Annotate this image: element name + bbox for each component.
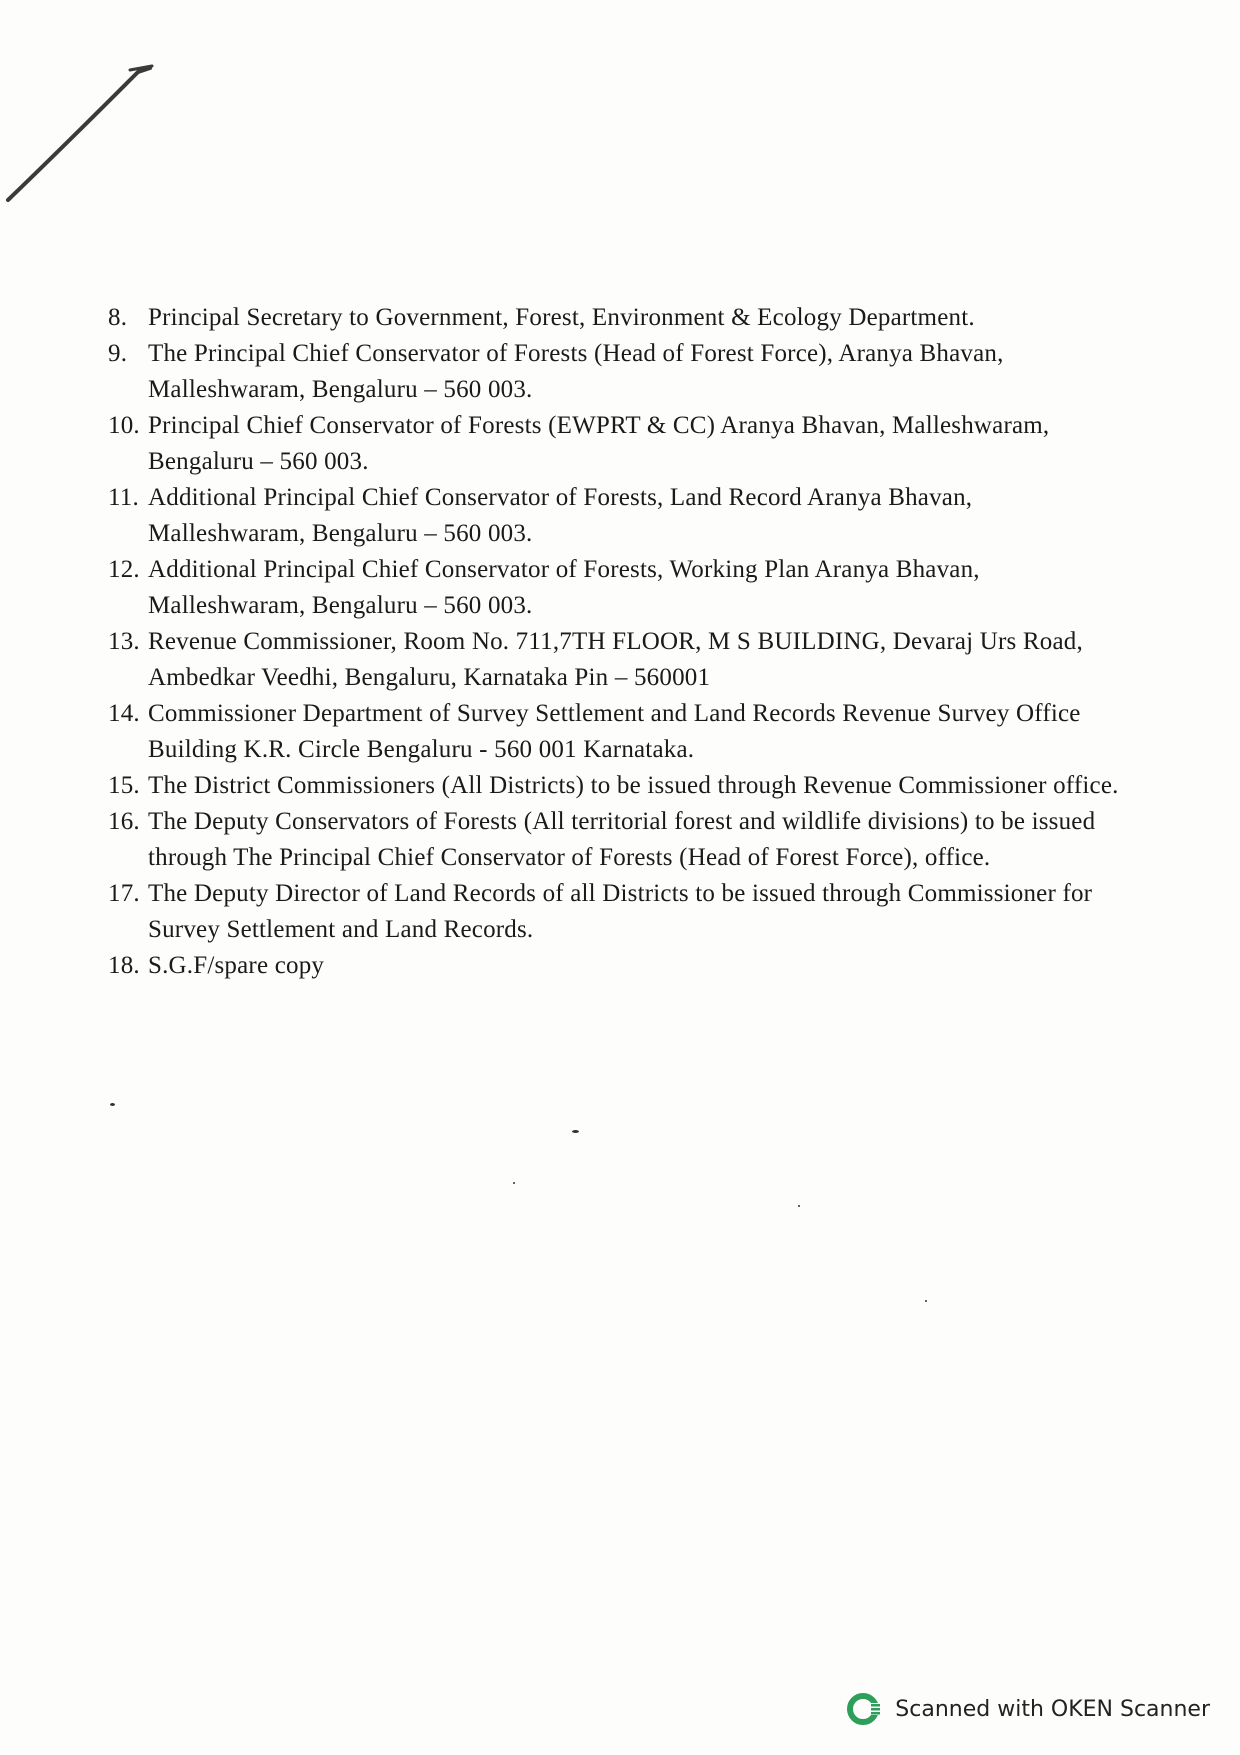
list-item-text: Revenue Commissioner, Room No. 711,7TH FLOOR, M S BUILDING, Devaraj Urs Road, Ambedkar Veedhi, Bengaluru, Karnataka Pin – 560001 — [148, 628, 1083, 691]
list-item — [108, 768, 1128, 804]
scan-speck — [572, 1130, 579, 1133]
list-item-number: 10. — [108, 412, 140, 439]
list-item-number: 16. — [108, 808, 140, 835]
list-item-text: Additional Principal Chief Conservator of Forests, Working Plan Aranya Bhavan, Malleshwaram, Bengaluru – 560 003. — [148, 556, 980, 619]
list-item-number: 8. — [108, 304, 128, 331]
list-item-number: 14. — [108, 700, 140, 727]
list-item-text: Additional Principal Chief Conservator of Forests, Land Record Aranya Bhavan, Malleshwaram, Bengaluru – 560 003. — [148, 484, 973, 547]
list-item-text: The Deputy Conservators of Forests (All territorial forest and wildlife divisions) to be issued through The Principal Chief Conservator of Forests (Head of Forest Force), office. — [148, 808, 1096, 871]
list-item — [108, 480, 1128, 552]
list-item-text: Commissioner Department of Survey Settlement and Land Records Revenue Survey Office Building K.R. Circle Bengaluru - 560 001 Karnataka. — [148, 700, 1081, 763]
list-item-text: The Deputy Director of Land Records of all Districts to be issued through Commissioner for Survey Settlement and Land Records. — [148, 880, 1093, 943]
list-item-text: Principal Secretary to Government, Forest, Environment & Ecology Department. — [148, 304, 975, 331]
list-item — [108, 624, 1128, 696]
list-item-text: Principal Chief Conservator of Forests (EWPRT & CC) Aranya Bhavan, Malleshwaram, Bengaluru – 560 003. — [148, 412, 1050, 475]
scan-speck — [798, 1205, 800, 1207]
list-item-number: 17. — [108, 880, 140, 907]
scan-speck — [925, 1300, 927, 1302]
list-item — [108, 876, 1128, 948]
list-item — [108, 336, 1128, 408]
list-item-number: 9. — [108, 340, 128, 367]
list-item-number: 13. — [108, 628, 140, 655]
list-item — [108, 552, 1128, 624]
scan-speck — [110, 1103, 115, 1106]
scan-speck — [513, 1182, 515, 1184]
scanner-watermark — [847, 1691, 1210, 1727]
list-item-text: The Principal Chief Conservator of Forests (Head of Forest Force), Aranya Bhavan, Malleshwaram, Bengaluru – 560 003. — [148, 340, 1004, 403]
list-item — [108, 804, 1128, 876]
list-item — [108, 408, 1128, 480]
list-item-number: 12. — [108, 556, 140, 583]
list-item — [108, 948, 1128, 984]
distribution-list — [108, 300, 1128, 984]
list-item — [108, 300, 1128, 336]
list-item-number: 11. — [108, 484, 139, 511]
oken-scanner-logo-icon — [847, 1691, 883, 1727]
list-item-number: 18. — [108, 952, 140, 979]
list-item-number: 15. — [108, 772, 140, 799]
list-item-text: S.G.F/spare copy — [148, 952, 325, 979]
list-item-text: The District Commissioners (All Districts) to be issued through Revenue Commissioner office. — [148, 772, 1119, 799]
pen-stroke-mark — [0, 60, 170, 210]
list-item — [108, 696, 1128, 768]
scanner-label: Scanned with OKEN Scanner — [895, 1696, 1210, 1722]
